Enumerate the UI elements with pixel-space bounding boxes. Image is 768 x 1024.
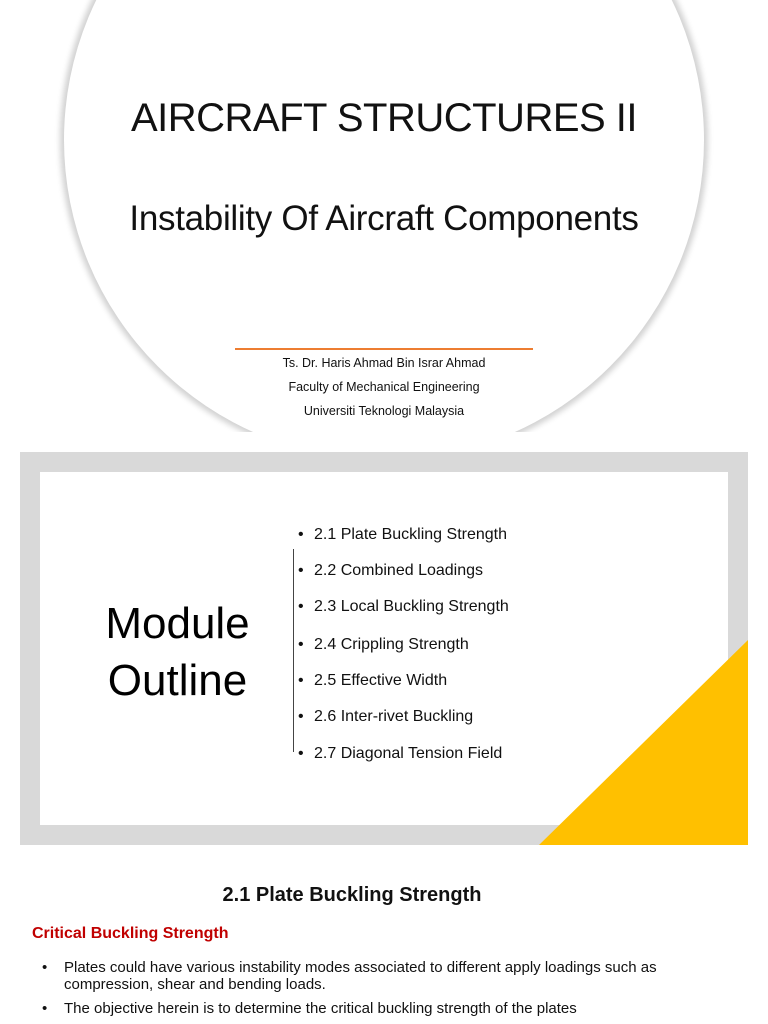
content-bullet-list <box>42 959 732 1024</box>
course-title: AIRCRAFT STRUCTURES II <box>130 96 638 140</box>
bullet-icon: • <box>298 672 304 689</box>
author-faculty: Faculty of Mechanical Engineering <box>288 380 480 394</box>
module-outline-slide <box>20 452 748 845</box>
topic-subtitle: Instability Of Aircraft Components <box>129 199 639 238</box>
outline-item: • 2.6 Inter-rivet Buckling <box>298 708 474 725</box>
section-title: 2.1 Plate Buckling Strength <box>222 884 482 906</box>
bullet-icon: • <box>298 745 304 762</box>
outline-heading <box>95 595 260 709</box>
bullet-icon: • <box>298 708 304 725</box>
list-item: • The objective herein is to determine the critical buckling strength of the plates <box>42 1000 732 1017</box>
bullet-icon: • <box>298 598 304 615</box>
outline-item: • 2.4 Crippling Strength <box>298 636 469 653</box>
list-item: • Plates could have various instability modes associated to different apply loadings such as compression, shear and bending loads. <box>42 959 732 993</box>
bullet-icon: • <box>298 562 304 579</box>
accent-divider <box>235 348 533 350</box>
content-page <box>0 845 768 1024</box>
subheading: Critical Buckling Strength <box>32 925 229 942</box>
author-name: Ts. Dr. Haris Ahmad Bin Israr Ahmad <box>282 356 486 370</box>
outline-divider-line <box>293 549 294 752</box>
outline-item: • 2.5 Effective Width <box>298 672 448 689</box>
outline-item: • 2.3 Local Buckling Strength <box>298 598 509 615</box>
outline-heading-line2: Outline <box>107 656 248 705</box>
bullet-icon: • <box>298 526 304 543</box>
outline-item: • 2.7 Diagonal Tension Field <box>298 745 503 762</box>
title-slide <box>0 0 768 432</box>
author-university: Universiti Teknologi Malaysia <box>303 404 465 418</box>
bullet-icon: • <box>298 636 304 653</box>
outline-item: • 2.1 Plate Buckling Strength <box>298 526 508 543</box>
outline-item: • 2.2 Combined Loadings <box>298 562 484 579</box>
outline-heading-line1: Module <box>105 599 250 648</box>
